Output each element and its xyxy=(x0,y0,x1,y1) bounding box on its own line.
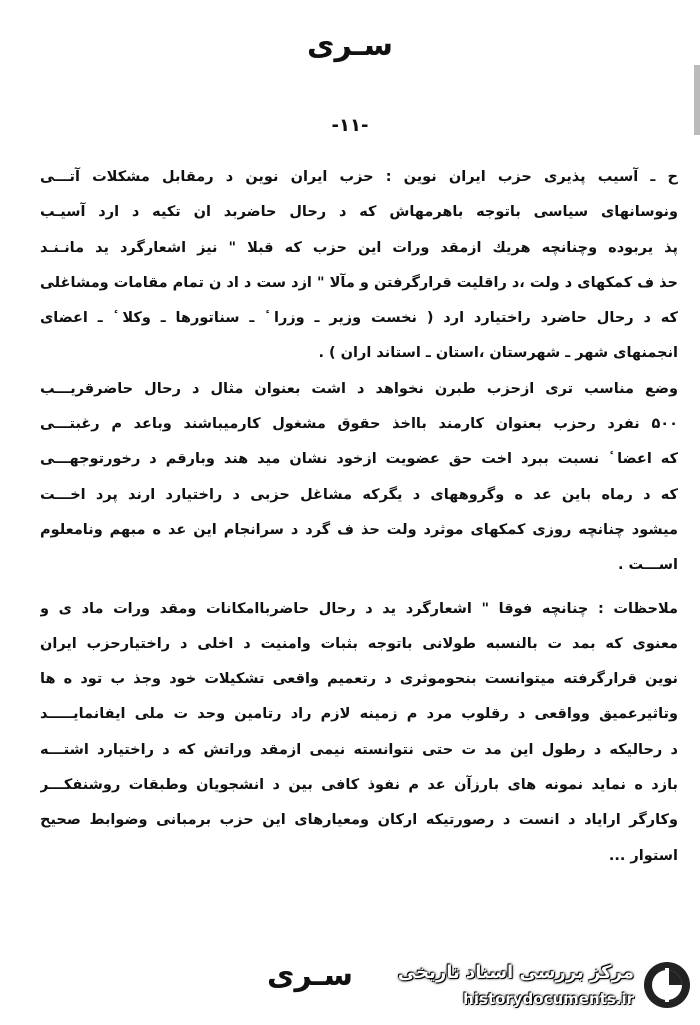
body-line: میشود چنانچه روزی کمکهای موثرد ولت حذ ف گرد د سرانجام این عد ه مبهم ونامعلوم xyxy=(40,521,678,538)
notes-line: وکارگر ارایاد د انست د رصورتیکه ارکان ومعیارهای این حزب برمبانی وضوابط صحیح xyxy=(40,812,678,829)
notes-line: ملاحظات : چنانچه فوقا " اشعارگرد ید د رحال حاضرباامکانات ومقد ورات ماد ی و xyxy=(40,600,678,617)
notes-line: نوین قرارگرفته میتوانست بنحوموثری د رتعمیم واقعی تشکیلات خود وجذ ب تود ه ها xyxy=(40,671,678,688)
notes-line: بازد ه نماید نمونه های بارزآن عد م نفوذ کافی بین د انشجویان وطبقات روشنفکـــر xyxy=(40,777,678,794)
body-line: ونوسانهای سیاسی باتوجه باهرمهاش که د رحال حاضربد ان تکیه د ارد آسیـب xyxy=(40,204,678,221)
classification-footer: سـرى xyxy=(267,958,353,993)
notes-line: معنوی که بمد ت بالنسبه طولانی باتوجه بثبات وامنیت د اخلی د راختیارحزب ایران xyxy=(40,635,678,652)
watermark-title: مرکز بررسی اسناد تاریخی xyxy=(397,962,634,983)
body-line: ۵۰۰ نفرد رحزب بعنوان کارمند بااخذ حقوق مشغول کارمیباشند وباعد م رغبتـــی xyxy=(40,416,678,433)
body-line: که د رماه باین عد ه وگروههای د یگرکه مشاغل حزبی د راختیارد ارند پرد اخـــت xyxy=(40,486,678,503)
notes-line: وتاثیرعمیق وواقعی د رقلوب مرد م زمینه لازم راد رتامین وحد ت ملی ایفانمایـــــد xyxy=(40,706,678,723)
watermark-url: historydocuments.ir xyxy=(463,990,634,1008)
body-line: انجمنهای شهر ـ شهرستان ،استان ـ استاند اران ) . xyxy=(318,345,678,362)
watermark xyxy=(397,958,692,1020)
notes-line: استوار ... xyxy=(608,847,678,864)
body-line: پذ یربوده وچنانچه هریك ازمقد ورات این حزب که قبلا " نیز اشعارگرد ید مانـنـد xyxy=(40,239,678,256)
archive-logo-icon xyxy=(642,960,692,1010)
body-line: اســـت . xyxy=(617,557,678,574)
classification-header: سـرى xyxy=(307,28,393,63)
body-line: حذ ف کمکهای د ولت ،د راقلیت قرارگرفتن و مآلا " ازد ست د اد ن تمام مقامات ومشاغلی xyxy=(40,274,678,291)
page-number: -۱۱- xyxy=(331,115,369,136)
document-body xyxy=(40,160,678,874)
body-line: وضع مناسب تری ازحزب طبرن نخواهد د اشت بعنوان مثال د رحال حاضرقریـــب xyxy=(40,380,678,397)
notes-line: د رحالیکه د رطول این مد ت حتی نتوانسته نیمی ازمقد وراتش که د راختیارد اشتـــه xyxy=(40,741,678,758)
body-line: که د رحال حاضرد راختیارد ارد ( نخست وزیر ـ وزرا ٔ ـ سناتورها ـ وکلا ٔ ـ اعضای xyxy=(40,310,678,327)
body-line: ح ـ آسیب پذیری حزب ایران نوین : حزب ایران نوین د رمقابل مشکلات آتـــی xyxy=(40,169,678,185)
body-line: که اعضا ٔ نسبت ببرد اخت حق عضویت ازخود نشان مید هند وبارقم د رخورتوجهـــی xyxy=(40,451,678,468)
